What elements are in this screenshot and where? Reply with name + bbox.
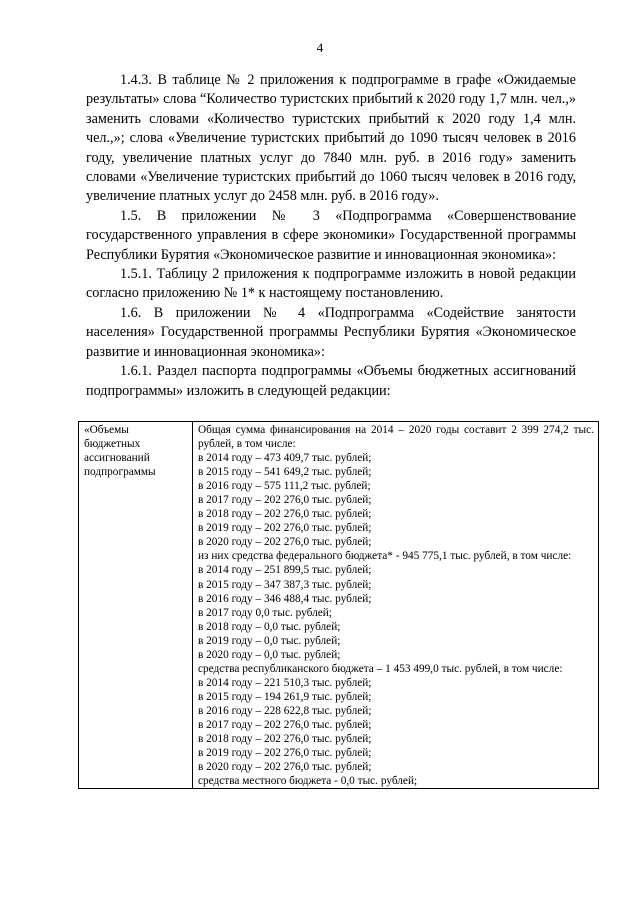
republican-year-line: в 2014 году – 221 510,3 тыс. рублей; — [198, 676, 372, 689]
page-number: 4 — [316, 40, 324, 55]
paragraph-1-4-3: 1.4.3. В таблице № 2 приложения к подпрограмме в графе «Ожидаемые результаты» слова “Количество туристских прибытий к 2020 году 1,7 млн. чел.,» заменить словами «Количество туристских прибытий к 2020 году 1,4 млн. чел.,»; слова «Увеличение туристских прибытий до 1090 тысяч человек в 2016 году, увеличение платных услуг до 7840 млн. руб. в 2016 году» заменить словами «Увеличение туристских прибытий до 1060 тысяч человек в 2016 году, увеличение платных услуг до 2458 млн. руб. в 2016 году». — [86, 72, 576, 205]
federal-budget-line: из них средства федерального бюджета* - 945 775,1 тыс. рублей, в том числе: — [198, 550, 572, 563]
table-value-cell — [193, 422, 599, 789]
republican-year-line: в 2015 году – 194 261,9 тыс. рублей; — [198, 690, 372, 703]
federal-year-line: в 2015 году – 347 387,3 тыс. рублей; — [198, 578, 372, 591]
republican-year-line: в 2016 году – 228 622,8 тыс. рублей; — [198, 704, 372, 717]
federal-year-line: в 2014 году – 251 899,5 тыс. рублей; — [198, 564, 372, 577]
funding-year-line: в 2018 году – 202 276,0 тыс. рублей; — [198, 508, 372, 521]
federal-year-line: в 2020 году – 0,0 тыс. рублей; — [198, 648, 341, 661]
paragraph-1-5: 1.5. В приложении № 3 «Подпрограмма «Совершенствование государственного управления в сфере экономики» Государственной программы Республики Бурятия «Экономическое развитие и инновационная экономика»: — [86, 207, 576, 263]
federal-year-line: в 2018 году – 0,0 тыс. рублей; — [198, 620, 341, 633]
body-text — [86, 71, 576, 401]
paragraph-1-6-1: 1.6.1. Раздел паспорта подпрограммы «Объемы бюджетных ассигнований подпрограммы» изложить в следующей редакции: — [86, 363, 576, 399]
republican-year-line: в 2017 году – 202 276,0 тыс. рублей; — [198, 718, 372, 731]
funding-year-line: в 2016 году – 575 111,2 тыс. рублей; — [198, 480, 371, 493]
funding-year-line: в 2020 году – 202 276,0 тыс. рублей; — [198, 536, 372, 549]
republican-year-line: в 2019 году – 202 276,0 тыс. рублей; — [198, 747, 372, 760]
total-funding-line: Общая сумма финансирования на 2014 – 2020 годы составит 2 399 274,2 тыс. рублей, в том числе: — [198, 424, 594, 451]
republican-year-line: в 2018 году – 202 276,0 тыс. рублей; — [198, 733, 372, 746]
table-label-cell — [79, 422, 193, 789]
table-row — [79, 422, 599, 789]
label-line: бюджетных — [84, 438, 141, 451]
federal-year-line: в 2019 году – 0,0 тыс. рублей; — [198, 634, 341, 647]
label-line: подпрограммы — [84, 466, 156, 479]
republican-year-line: в 2020 году – 202 276,0 тыс. рублей; — [198, 761, 372, 774]
paragraph-1-5-1: 1.5.1. Таблицу 2 приложения к подпрограмме изложить в новой редакции согласно приложению № 1* к настоящему постановлению. — [86, 266, 576, 302]
funding-year-line: в 2017 году – 202 276,0 тыс. рублей; — [198, 494, 372, 507]
label-line: ассигнований — [84, 452, 150, 465]
federal-year-line: в 2016 году – 346 488,4 тыс. рублей; — [198, 592, 372, 605]
paragraph-1-6: 1.6. В приложении № 4 «Подпрограмма «Содействие занятости населения» Государственной программы Республики Бурятия «Экономическое развитие и инновационная экономика»: — [86, 304, 576, 360]
funding-year-line: в 2019 году – 202 276,0 тыс. рублей; — [198, 522, 372, 535]
federal-year-line: в 2017 году 0,0 тыс. рублей; — [198, 606, 332, 619]
budget-allocation-table — [78, 421, 599, 789]
label-line: «Объемы — [84, 424, 129, 436]
funding-year-line: в 2014 году – 473 409,7 тыс. рублей; — [198, 452, 372, 465]
funding-year-line: в 2015 году – 541 649,2 тыс. рублей; — [198, 466, 372, 479]
local-budget-line: средства местного бюджета - 0,0 тыс. рублей; — [198, 775, 418, 788]
republican-budget-line: средства республиканского бюджета – 1 453 499,0 тыс. рублей, в том числе: — [198, 662, 563, 675]
